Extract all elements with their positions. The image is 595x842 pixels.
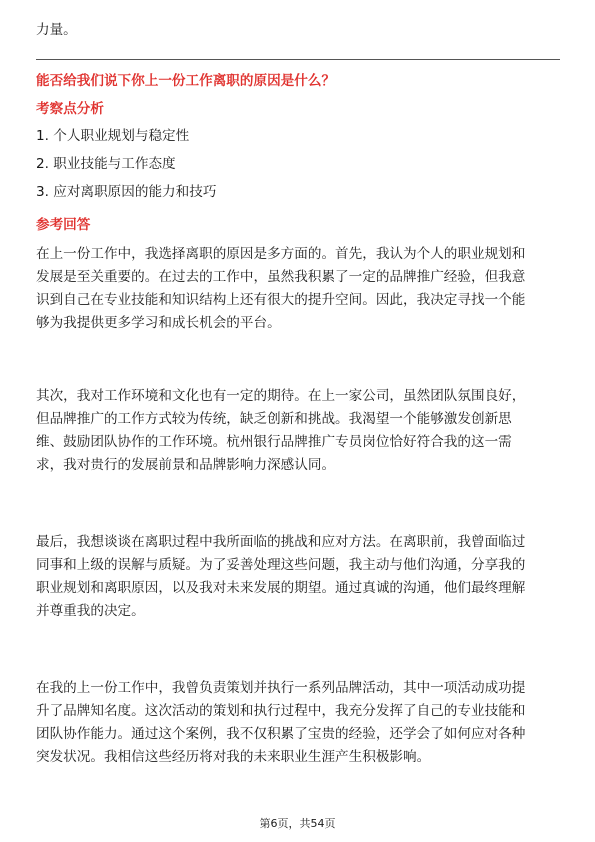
paragraph-line: 升了品牌知名度。这次活动的策划和执行过程中，我充分发挥了自己的专业技能和 [36, 703, 526, 719]
analysis-item: 1. 个人职业规划与稳定性 [36, 128, 190, 144]
paragraph-line: 识到自己在专业技能和知识结构上还有很大的提升空间。因此，我决定寻找一个能 [36, 292, 526, 308]
paragraph-line: 在我的上一份工作中，我曾负责策划并执行一系列品牌活动，其中一项活动成功提 [36, 680, 526, 696]
paragraph-line: 并尊重我的决定。 [36, 603, 145, 619]
paragraph-line: 职业规划和离职原因，以及我对未来发展的期望。通过真诚的沟通，他们最终理解 [36, 580, 526, 596]
paragraph-line: 但品牌推广的工作方式较为传统，缺乏创新和挑战。我渴望一个能够激发创新思 [36, 411, 512, 427]
section-divider [36, 59, 560, 60]
answer-paragraph-3 [36, 531, 560, 623]
paragraph-line: 突发状况。我相信这些经历将对我的未来职业生涯产生积极影响。 [36, 749, 431, 765]
reference-heading: 参考回答 [36, 217, 91, 233]
paragraph-line: 维、鼓励团队协作的工作环境。杭州银行品牌推广专员岗位恰好符合我的这一需 [36, 434, 512, 450]
analysis-item: 3. 应对离职原因的能力和技巧 [36, 184, 217, 200]
paragraph-line: 够为我提供更多学习和成长机会的平台。 [36, 315, 281, 331]
page-number: 第6页，共54页 [259, 817, 336, 830]
paragraph-line: 在上一份工作中，我选择离职的原因是多方面的。首先，我认为个人的职业规划和 [36, 246, 526, 262]
paragraph-line: 发展是至关重要的。在过去的工作中，虽然我积累了一定的品牌推广经验，但我意 [36, 269, 526, 285]
continuation-text: 力量。 [36, 22, 77, 38]
paragraph-line: 最后，我想谈谈在离职过程中我所面临的挑战和应对方法。在离职前，我曾面临过 [36, 534, 526, 550]
paragraph-line: 求，我对贵行的发展前景和品牌影响力深感认同。 [36, 457, 336, 473]
answer-paragraph-1 [36, 243, 560, 335]
question-heading: 能否给我们说下你上一份工作离职的原因是什么？ [36, 73, 336, 89]
paragraph-line: 同事和上级的误解与质疑。为了妥善处理这些问题，我主动与他们沟通，分享我的 [36, 557, 526, 573]
answer-paragraph-4 [36, 677, 560, 769]
analysis-heading: 考察点分析 [36, 101, 104, 117]
analysis-item: 2. 职业技能与工作态度 [36, 156, 176, 172]
paragraph-line: 其次，我对工作环境和文化也有一定的期待。在上一家公司，虽然团队氛围良好， [36, 388, 526, 404]
paragraph-line: 团队协作能力。通过这个案例，我不仅积累了宝贵的经验，还学会了如何应对各种 [36, 726, 526, 742]
answer-paragraph-2 [36, 385, 560, 477]
